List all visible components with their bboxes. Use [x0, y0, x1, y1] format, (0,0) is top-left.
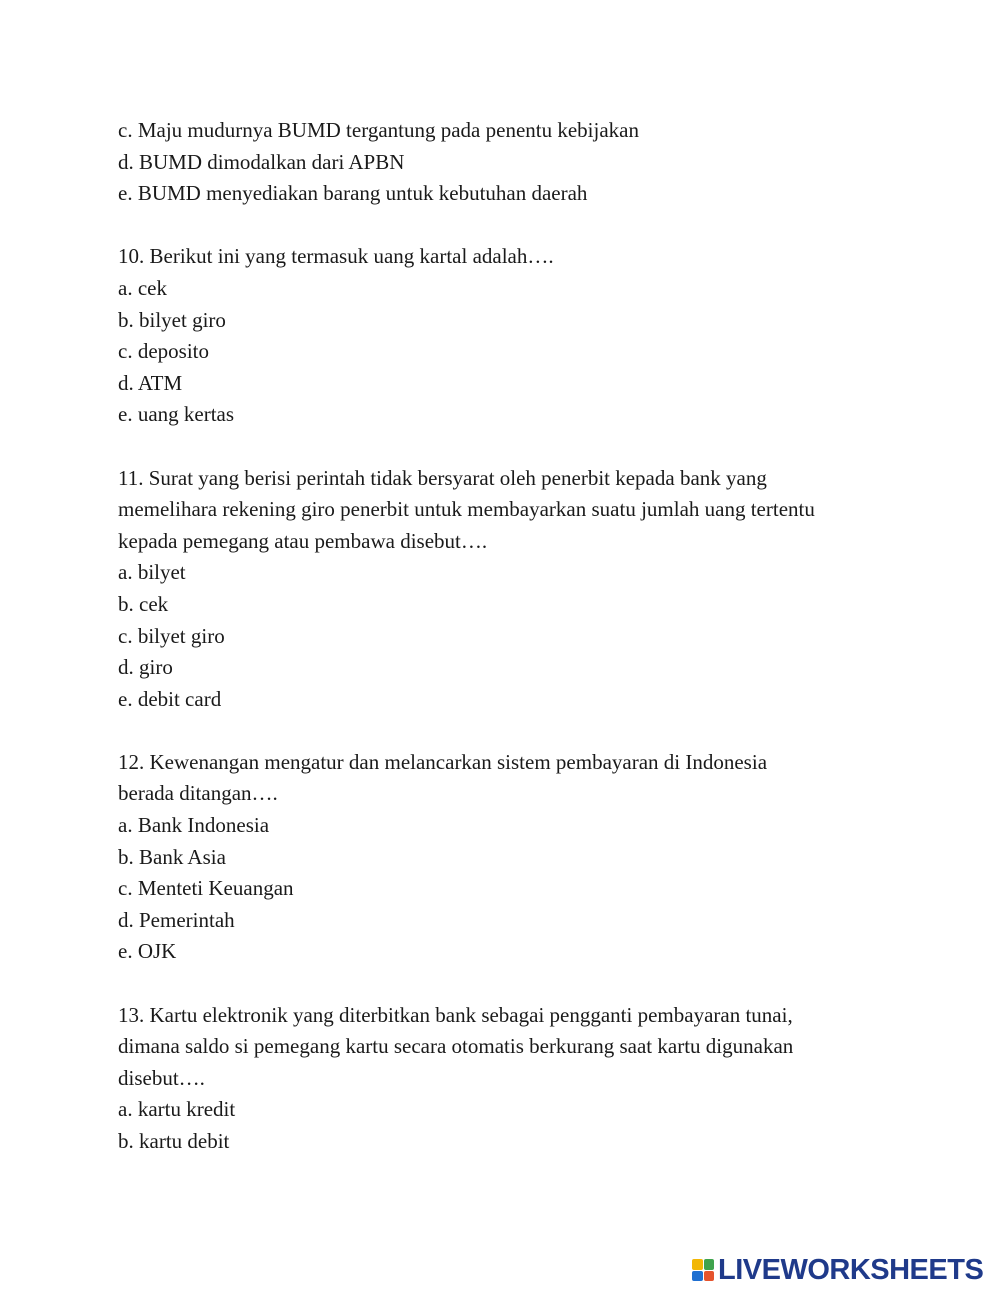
option-line: d. giro: [118, 655, 173, 680]
question-12-cont: berada ditangan….: [118, 781, 278, 806]
question-11-cont: memelihara rekening giro penerbit untuk membayarkan suatu jumlah uang tertentu: [118, 497, 815, 522]
question-11: 11. Surat yang berisi perintah tidak bersyarat oleh penerbit kepada bank yang: [118, 465, 767, 490]
paragraph-gap: [118, 431, 918, 463]
option-line: e. uang kertas: [118, 402, 235, 427]
option-line: b. bilyet giro: [118, 307, 226, 332]
logo-mark-square: [704, 1271, 715, 1282]
option-line: c. bilyet giro: [118, 623, 225, 648]
text-line: e. BUMD menyediakan barang untuk kebutuhan daerah: [118, 181, 588, 206]
logo-mark-square: [704, 1259, 715, 1270]
question-12: 12. Kewenangan mengatur dan melancarkan sistem pembayaran di Indonesia: [118, 749, 768, 774]
liveworksheets-logo[interactable]: [692, 1253, 983, 1287]
text-line: d. BUMD dimodalkan dari APBN: [118, 149, 405, 174]
option-line: d. ATM: [118, 370, 183, 395]
paragraph-gap: [118, 968, 918, 1000]
question-10: 10. Berikut ini yang termasuk uang kartal adalah….: [118, 244, 554, 269]
option-line: c. deposito: [118, 339, 209, 364]
question-13: 13. Kartu elektronik yang diterbitkan bank sebagai pengganti pembayaran tunai,: [118, 1002, 793, 1027]
option-line: a. Bank Indonesia: [118, 813, 270, 838]
document-page: [118, 115, 918, 1158]
option-line: b. Bank Asia: [118, 844, 226, 869]
question-13-cont: disebut….: [118, 1065, 205, 1090]
question-13-cont: dimana saldo si pemegang kartu secara otomatis berkurang saat kartu digunakan: [118, 1034, 794, 1059]
option-line: b. kartu debit: [118, 1129, 230, 1153]
option-line: a. cek: [118, 275, 167, 300]
logo-text: LIVEWORKSHEETS: [718, 1254, 984, 1286]
option-line: a. kartu kredit: [118, 1097, 236, 1122]
text-line: c. Maju mudurnya BUMD tergantung pada penentu kebijakan: [118, 118, 639, 142]
paragraph-gap: [118, 210, 918, 242]
logo-mark-square: [692, 1259, 703, 1270]
paragraph-gap: [118, 715, 918, 747]
option-line: d. Pemerintah: [118, 907, 235, 932]
option-line: e. OJK: [118, 939, 177, 964]
option-line: b. cek: [118, 591, 169, 616]
logo-mark-square: [692, 1271, 703, 1282]
liveworksheets-logo-icon: [692, 1259, 714, 1281]
option-line: e. debit card: [118, 686, 222, 711]
question-11-cont: kepada pemegang atau pembawa disebut….: [118, 528, 488, 553]
option-line: a. bilyet: [118, 560, 186, 585]
option-line: c. Menteti Keuangan: [118, 876, 294, 901]
